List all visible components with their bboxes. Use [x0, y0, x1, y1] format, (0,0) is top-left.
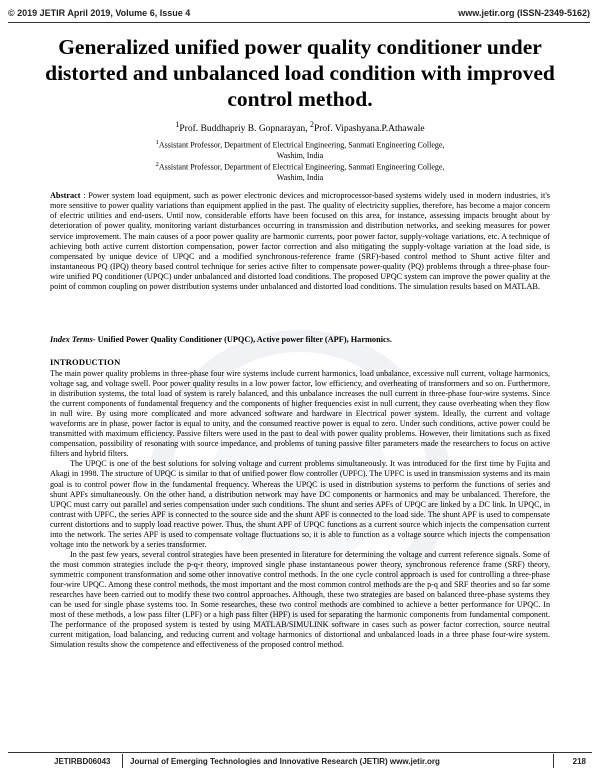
intro-paragraph-2: The UPQC is one of the best solutions for solving voltage and current problems simultaneously. It was introduced for the first time by Fujita and Akagi in 1998. The structure of UPQC is similar to that of unified power flow controller (UPFC). The UPFC is used in transmission systems and its main goal is to control power flow in the fundamental frequency. Whereas the UPQC is used in distribution systems to perform the functions of series and shunt APFs simultaneously. On the other hand, a distribution network may have DC components or harmonics and may be unbalanced. Therefore, the UPQC must carry out parallel and series compensation under such conditions. The shunt and series APFs of UPQC are linked by a DC link. In UPQC, in contrast with UPFC, the series APF is connected to the source side and the shunt APF is connected to the load side. The shunt APF is used to compensate current distortions and to supply load reactive power. Thus, the shunt APF of UPQC functions as a current source which injects the compensation current into the network. The series APF is used to compensate voltage fluctuations so, it is able to function as a voltage source which injects the compensation voltage into the network by a series transformer.: [50, 459, 550, 549]
introduction-body: [50, 369, 550, 650]
section-heading-introduction: INTRODUCTION: [50, 357, 121, 367]
intro-paragraph-1: The main power quality problems in three-phase four wire systems include current harmonics, load unbalance, excessive null current, voltage harmonics, voltage sag, and voltage swell. Poor power quality results in a low power factor, low efficiency, and overheating of transformers and so on. Furthermore, in distribution systems, the total load of system is rarely balanced, and this unbalance increases the null current in three-phase four-wire systems. Since the current components of fundamental frequency and the components of higher frequencies exist in null current, they cause overheating when they flow in null wire. By using more complicated and more advanced software and hardware in Electrical power system. Ideally, the current and voltage waveforms are in phase, power factor is equal to unity, and the consumed reactive power is equal to zero. Under such conditions, active power could be transmitted with maximum efficiency. Passive filters were used in the past to deal with power quality problems. However, their limitations such as fixed compensation, possibility of resonating with source impedance, and problems of tuning passive filter parameters made the researchers to focus on active filters and hybrid filters.: [50, 369, 550, 459]
paper-title: Generalized unified power quality conditioner under distorted and unbalanced load condition with improved control method.: [45, 35, 555, 111]
index-terms-text: - Unified Power Quality Conditioner (UPQC), Active power filter (APF), Harmonics.: [92, 335, 392, 344]
index-terms-label: Index Terms: [50, 335, 93, 344]
footer-journal: Journal of Emerging Technologies and Innovative Research (JETIR) www.jetir.org: [130, 757, 440, 766]
affiliation-1: [90, 138, 510, 161]
footer-rule: [8, 752, 592, 753]
author1-name: Prof. Buddhapriy B. Gopnarayan,: [179, 124, 310, 135]
abstract: [50, 191, 550, 293]
abstract-text: : Power system load equipment, such as power electronic devices and microprocessor-based systems widely used in modern industries, it's more sensitive to power quality variations than equipment applied in the past. The quality of electricity supplies, therefore, has become a major concern of electric utilities and end-users. Until now, considerable efforts have been focused on this area, for instance, assessing impacts brought about by deterioration of power quality, monitoring variant disturbances occurring in transmission and distribution networks, and seeking measures for power service improvement. The main causes of a poor power quality are harmonic currents, poor power factor, supply-voltage variations, etc. A technique of achieving both active current distortion compensation, power factor correction and also mitigating the supply-voltage variation at the load side, is compensated by unique device of UPQC and a modified synchronous-reference frame (SRF)-based control method to Shunt active filter and instantaneous PQ (IPQ) theory based control technique for series active filter to compensate power-quality (PQ) problems through a three-phase four-wire unified PQ conditioner (UPQC) under unbalanced and distorted load conditions. The proposed UPQC system can improve the power quality at the point of common coupling on power distribution systems under unbalanced and distorted load conditions. The simulation results based on MATLAB.: [50, 191, 550, 292]
affiliation-2-text: Assistant Professor, Department of Electrical Engineering, Sanmati Engineering College,: [158, 162, 445, 172]
affiliation-1-place: Washim, India: [276, 150, 324, 160]
footer-page-number: 218: [572, 757, 586, 766]
affiliation-1-sup: 1: [155, 139, 159, 146]
affiliation-2-sup: 2: [155, 161, 159, 168]
author2-sup: 2: [310, 120, 314, 129]
page-header: [8, 6, 590, 20]
affiliation-1-text: Assistant Professor, Department of Electrical Engineering, Sanmati Engineering College,: [158, 140, 445, 150]
author2-name: Prof. Vipashyana.P.Athawale: [313, 124, 425, 135]
footer-separator: [122, 754, 123, 768]
author1-sup: 1: [175, 120, 180, 129]
index-terms: [50, 335, 550, 344]
footer-paper-id: JETIRBD06043: [54, 757, 111, 766]
header-left: © 2019 JETIR April 2019, Volume 6, Issue 4: [8, 8, 191, 18]
page-footer: [8, 752, 592, 770]
intro-paragraph-3: In the past few years, several control strategies have been presented in literature for determining the voltage and current reference signals. Some of the most common strategies include the p-q-r theory, improved single phase instantaneous power theory, synchronous reference frame (SRF) theory, symmetric component transformation and some other innovative control methods. In the one cycle control approach is used for controlling a three-phase four-wire UPQC. Among these control methods, the most important and the most common control methods are the p-q and SRF theories and so far some researches have been carried out to modify these two control approaches. Although, these two strategies are based on balanced three-phase systems they can be used for single phase systems too. In Some researches, these two control methods are combined to achieve a better performance for UPQC. In most of these methods, a low pass filter (LPF) or a high pass filter (HPF) is used for separating the harmonic components from fundamental component. The performance of the proposed system is tested by using MATLAB/SIMULINK software in cases such as power factor correction, source neutral current mitigation, load balancing, and reducing current and voltage harmonics of distortional and unbalanced loads in a three phase four-wire system. Simulation results show the competence and effectiveness of the proposed control method.: [50, 549, 550, 650]
header-right: www.jetir.org (ISSN-2349-5162): [458, 8, 590, 18]
affiliation-2-place: Washim, India: [276, 172, 324, 182]
footer-separator: [553, 754, 554, 768]
abstract-label: Abstract: [50, 191, 81, 200]
header-rule: [8, 22, 590, 23]
affiliation-2: [90, 160, 510, 183]
authors-line: [0, 120, 600, 134]
